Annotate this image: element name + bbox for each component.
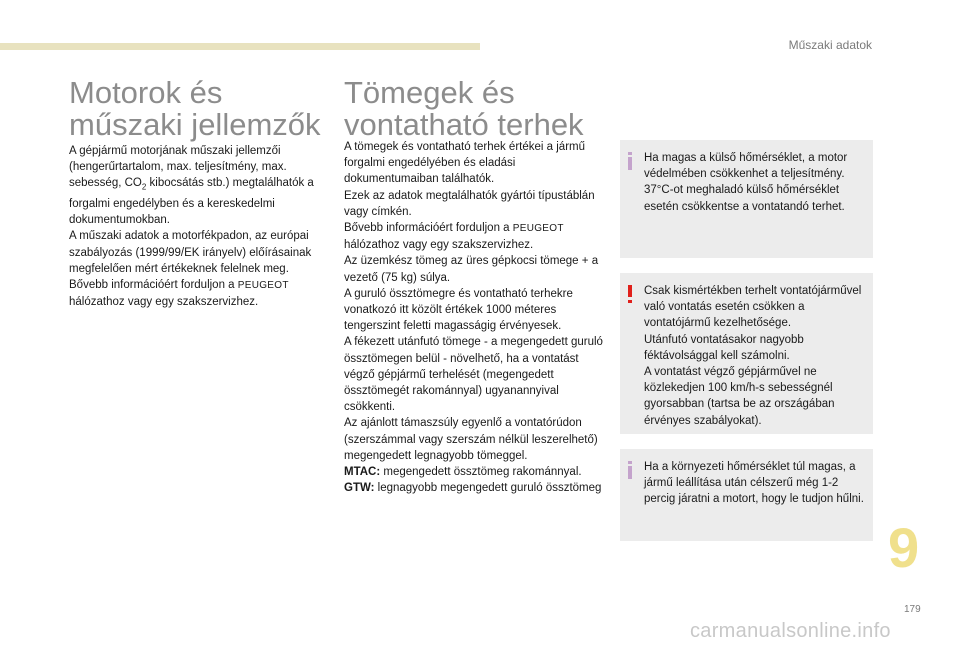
- info-icon: [628, 152, 633, 170]
- info-box-temperature: [620, 140, 873, 258]
- header-accent-bar: [0, 43, 480, 50]
- watermark: carmanualsonline.info: [690, 620, 891, 642]
- info-icon: [628, 461, 633, 479]
- section-label: Műszaki adatok: [788, 38, 872, 52]
- engines-title: Motorok és műszaki jellemzők: [69, 75, 321, 142]
- weights-paragraph-6: A fékezett utánfutó tömege - a megengedett guruló össztömegen belül - növelhető, ha a vontatást végző gépjármű terhelését (megengedett össztömegét rakománnyal) ugyanannyival csökkenti.: [344, 336, 603, 414]
- warning-text-3: A vontatást végző gépjárművel ne közlekedjen 100 km/h-s sebességnél gyorsabban (tartsa be az országában érvényes szabályokat).: [644, 366, 835, 427]
- chapter-number: 9: [888, 516, 920, 579]
- engines-paragraph-2: A műszaki adatok a motorfékpadon, az európai szabályozás (1999/99/EK irányelv) előírásainak megfelelően mért értékeknek felelnek meg.: [69, 230, 312, 275]
- engines-paragraph-1: A gépjármű motorjának műszaki jellemzői (hengerűrtartalom, max. teljesítmény, max. sebesség, $CO_2$ kibocsátás stb.) megtalálhatók a forgalmi engedélyben és a kereskedelmi dokumentumokban.: [69, 145, 314, 227]
- info-box-text: Ha magas a külső hőmérséklet, a motor védelmében csökkenhet a teljesítmény. 37°C-ot meghaladó külső hőmérséklet esetén csökkentse a vontatandó terhet.: [644, 152, 848, 213]
- weights-column: [344, 139, 606, 496]
- engines-column: [69, 143, 331, 310]
- gtw-definition: GTW: legnagyobb megengedett guruló össztömeg: [344, 482, 602, 495]
- warning-text-2: Utánfutó vontatásakor nagyobb féktávolsággal kell számolni.: [644, 333, 804, 362]
- page-number: 179: [904, 604, 921, 615]
- weights-paragraph-2: Ezek az adatok megtalálhatók gyártói típustáblán vagy címkén.: [344, 189, 595, 218]
- weights-title: Tömegek és vontatható terhek: [344, 75, 584, 142]
- weights-paragraph-7: Az ajánlott támaszsúly egyenlő a vontatórúdon (szerszámmal vagy szerszám nélkül leszerelhető) megengedett legnagyobb tömeggel.: [344, 417, 598, 462]
- engines-paragraph-3: Bővebb információért forduljon a PEUGEOT hálózathoz vagy egy szakszervizhez.: [69, 278, 289, 309]
- info-box-cooling: [620, 449, 873, 541]
- weights-paragraph-1: A tömegek és vontatható terhek értékei a jármű forgalmi engedélyében és eladási dokumentumaiban találhatók.: [344, 141, 585, 186]
- info-box-text: Ha a környezeti hőmérséklet túl magas, a jármű leállítása után célszerű még 1-2 percig járatni a motort, hogy le tudjon hűlni.: [644, 461, 864, 506]
- warning-icon: [628, 285, 633, 303]
- weights-paragraph-3: Bővebb információért forduljon a PEUGEOT hálózathoz vagy egy szakszervizhez.: [344, 222, 564, 252]
- warning-text-1: Csak kismértékben terhelt vontatójárművel való vontatás esetén csökken a vontatójármű kezelhetősége.: [644, 285, 862, 330]
- weights-paragraph-4: Az üzemkész tömeg az üres gépkocsi tömege + a vezető (75 kg) súlya.: [344, 255, 599, 284]
- weights-paragraph-5: A guruló össztömegre és vontatható terhekre vonatkozó itt közölt értékek 1000 méteres tengerszint feletti magasságig érvényesek.: [344, 287, 573, 333]
- mtac-definition: MTAC: megengedett össztömeg rakománnyal.: [344, 466, 582, 479]
- warning-box-towing: [620, 273, 873, 434]
